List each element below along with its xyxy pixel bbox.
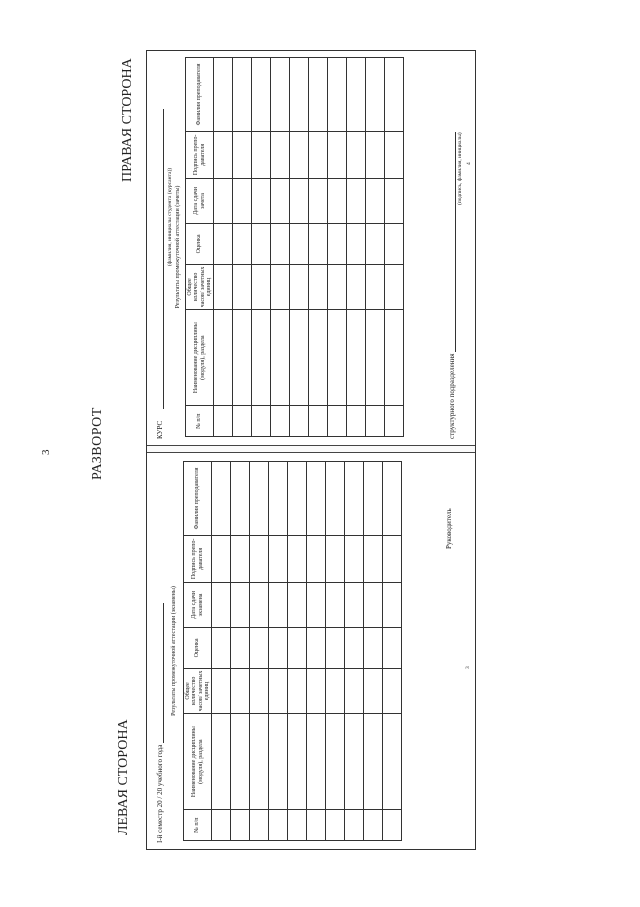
col-date: Дата сдачи зачета [186, 178, 214, 223]
table-row [212, 462, 231, 841]
semester-text: I-й семестр 20 / 20 учебного года [156, 744, 164, 843]
table-row [385, 58, 404, 437]
page-title: РАЗВОРОТ [90, 407, 105, 480]
table-row [383, 462, 402, 841]
signature-caption: (подпись, фамилия, инициалы) [457, 132, 463, 205]
right-side-label: ПРАВАЯ СТОРОНА [120, 58, 135, 182]
col-hours: Общее количество часов/ зачетных единиц [186, 264, 214, 309]
left-page-footer: 3 [465, 666, 471, 669]
col-date: Дата сдачи экзамена [184, 582, 212, 627]
right-page [147, 49, 475, 445]
table-row [233, 58, 252, 437]
col-grade: Оценка [184, 627, 212, 668]
page-number: 3 [40, 449, 52, 455]
table-row [366, 58, 385, 437]
record-book-spread [146, 50, 476, 850]
head-signature-line [445, 508, 453, 549]
col-num: № п/п [184, 810, 212, 841]
left-page [147, 453, 475, 849]
table-header-row [184, 462, 212, 841]
table-row [290, 58, 309, 437]
table-row [347, 58, 366, 437]
unit-underline [447, 132, 456, 352]
col-grade: Оценка [186, 223, 214, 264]
credit-results-table [185, 57, 404, 437]
col-discipline: Наименование дисциплины (модуля), раздела [186, 310, 214, 406]
col-signature: Подпись препо-давателя [186, 131, 214, 178]
course-line [155, 55, 164, 439]
table-row [307, 462, 326, 841]
table-row [269, 462, 288, 841]
table-row [231, 462, 250, 841]
table-header-row [186, 58, 214, 437]
credit-group-caption: Результаты промежуточной аттестации (зачеты) [175, 185, 181, 309]
table-row [250, 462, 269, 841]
col-num: № п/п [186, 406, 214, 437]
unit-label: структурного подразделения [448, 353, 456, 439]
table-row [309, 58, 328, 437]
left-side-label: ЛЕВАЯ СТОРОНА [116, 719, 131, 835]
col-discipline: Наименование дисциплины (модуля), раздела [184, 714, 212, 810]
student-name-underline [155, 109, 164, 409]
right-page-footer: 4 [466, 162, 472, 165]
course-label: КУРС [156, 420, 164, 439]
col-signature: Подпись препо-давателя [184, 535, 212, 582]
col-teacher: Фамилия преподавателя [186, 58, 214, 132]
exam-results-table [183, 461, 402, 841]
semester-line [155, 459, 164, 843]
semester-underline [155, 603, 164, 743]
student-caption: (фамилия, инициалы студента (курсанта)) [167, 167, 173, 267]
head-label: Руководитель [445, 508, 453, 549]
table-row [252, 58, 271, 437]
unit-signature-line [447, 132, 456, 439]
table-row [364, 462, 383, 841]
col-teacher: Фамилия преподавателя [184, 462, 212, 536]
table-row [271, 58, 290, 437]
table-row [288, 462, 307, 841]
spread-fold [147, 445, 475, 453]
col-hours: Общее количество часов/ зачетных единиц [184, 668, 212, 713]
table-row [326, 462, 345, 841]
table-row [214, 58, 233, 437]
table-row [328, 58, 347, 437]
table-row [345, 462, 364, 841]
exam-group-caption: Результаты промежуточной аттестации (экзамены) [171, 586, 177, 716]
